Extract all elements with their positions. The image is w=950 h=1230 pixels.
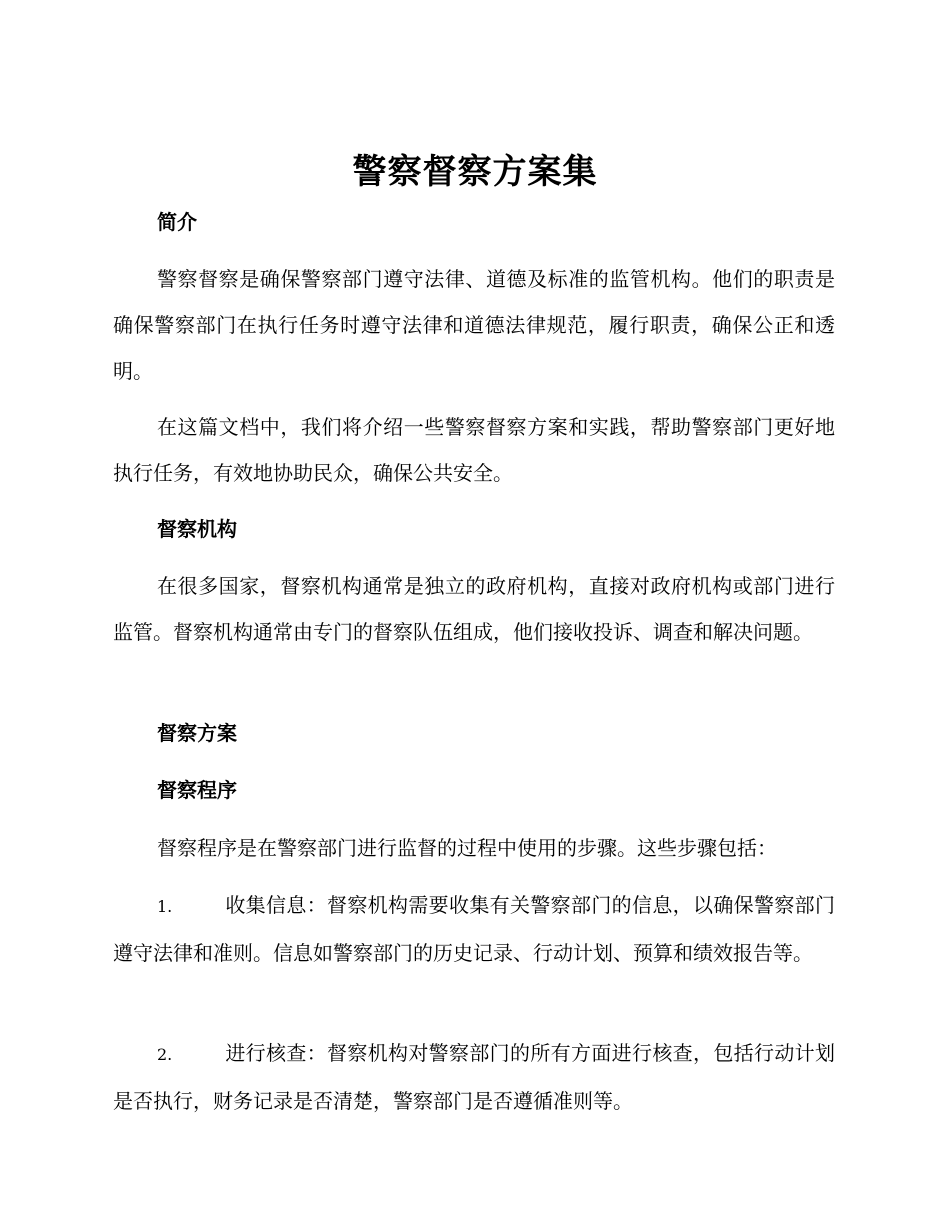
list-item-number: 1. xyxy=(157,897,173,916)
list-item-number: 2. xyxy=(157,1045,173,1064)
section-heading-intro: 简介 xyxy=(157,210,197,234)
list-item-text: 进行核查：督察机构对警察部门的所有方面进行核查，包括行动计划是否执行，财务记录是否清楚，警察部门是否遵循准则等。 xyxy=(113,1041,835,1113)
section-heading-plan: 督察方案 xyxy=(157,721,237,745)
section-heading-agency: 督察机构 xyxy=(157,517,237,541)
paragraph-agency-1: 在很多国家，督察机构通常是独立的政府机构，直接对政府机构或部门进行监管。督察机构通常由专门的督察队伍组成，他们接收投诉、调查和解决问题。 xyxy=(113,574,835,644)
list-item-text: 收集信息：督察机构需要收集有关警察部门的信息，以确保警察部门遵守法律和准则。信息如警察部门的历史记录、行动计划、预算和绩效报告等。 xyxy=(113,893,835,965)
list-item xyxy=(113,882,835,976)
paragraph-intro-2: 在这篇文档中，我们将介绍一些警察督察方案和实践，帮助警察部门更好地执行任务，有效地协助民众，确保公共安全。 xyxy=(113,415,835,485)
section-heading-procedure: 督察程序 xyxy=(157,778,237,802)
list-item xyxy=(113,1030,835,1124)
paragraph-procedure-1: 督察程序是在警察部门进行监督的过程中使用的步骤。这些步骤包括： xyxy=(157,836,777,860)
document-title: 警察督察方案集 xyxy=(352,152,598,192)
paragraph-intro-1: 警察督察是确保警察部门遵守法律、道德及标准的监管机构。他们的职责是确保警察部门在执行任务时遵守法律和道德法律规范，履行职责，确保公正和透明。 xyxy=(113,267,835,383)
